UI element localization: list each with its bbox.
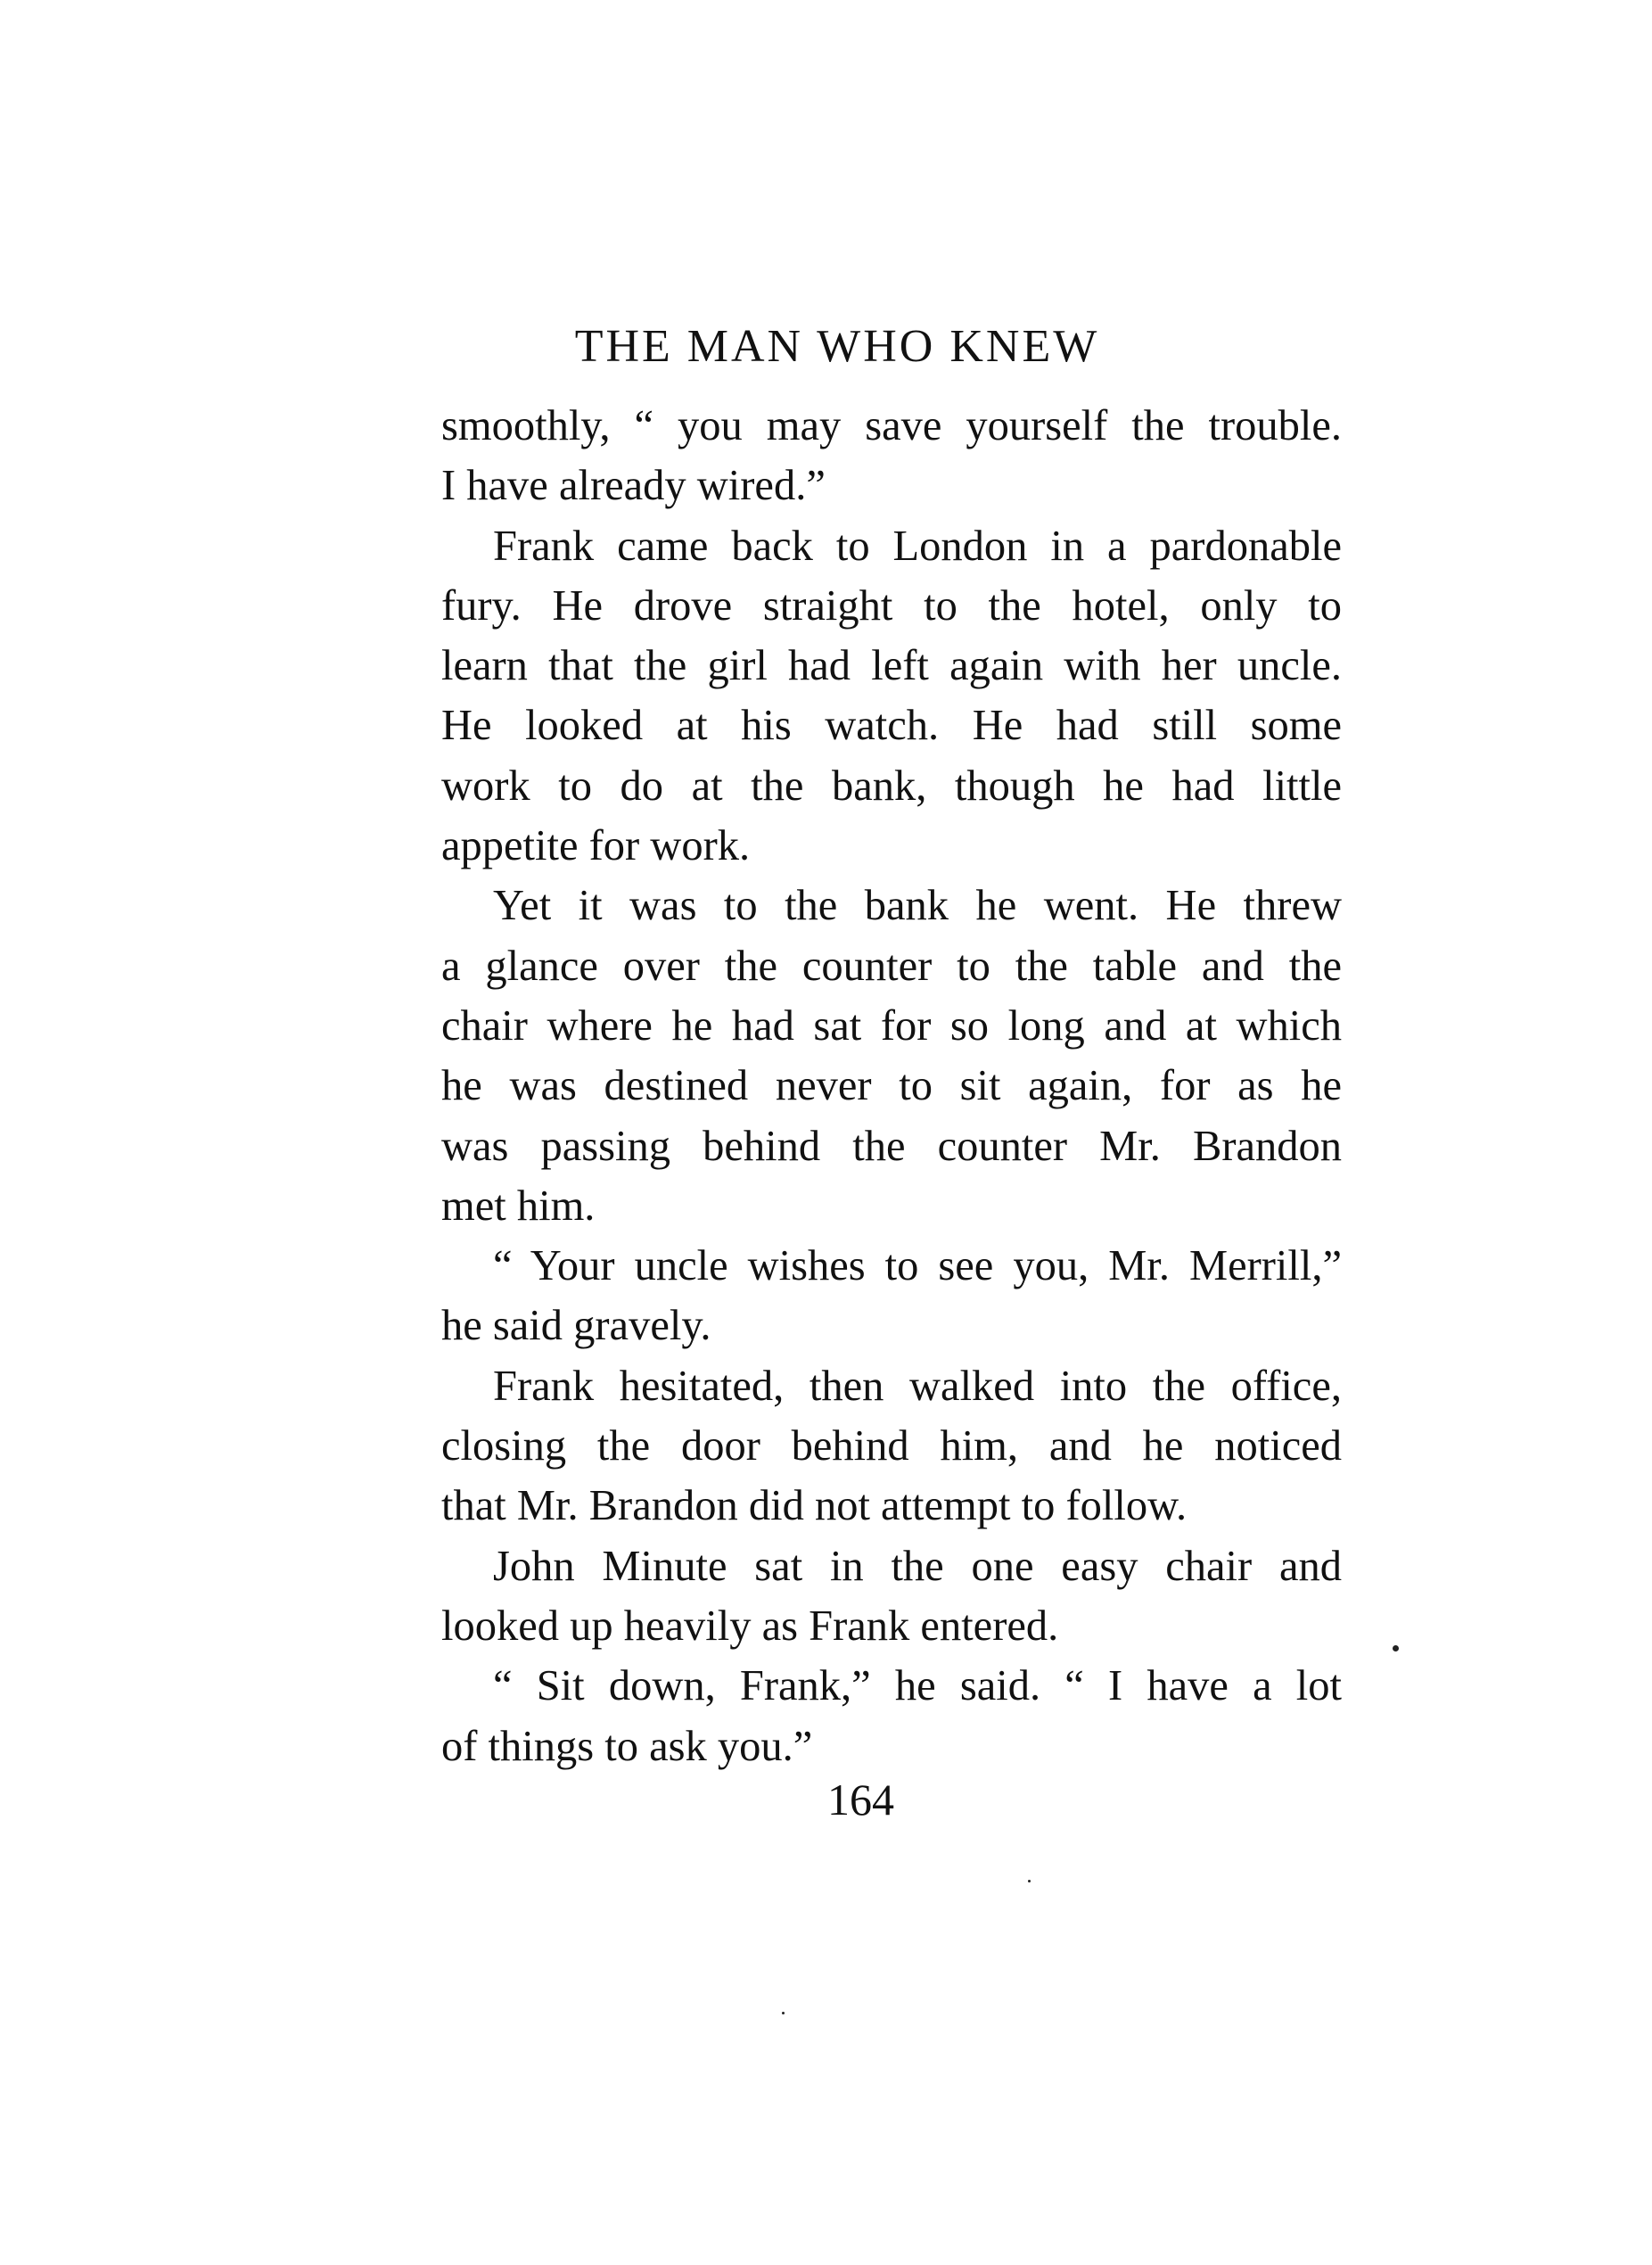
text-line: learn that the girl had left again with her uncle. <box>441 642 1342 690</box>
text-line: he was destined never to sit again, for as he <box>441 1062 1342 1110</box>
ink-speck <box>782 2012 785 2014</box>
text-line: appetite for work. <box>441 822 751 870</box>
text-line: closing the door behind him, and he noticed <box>441 1422 1342 1470</box>
text-line: he said gravely. <box>441 1302 711 1350</box>
text-line: “ Your uncle wishes to see you, Mr. Merrill,” <box>493 1242 1342 1290</box>
text-line: I have already wired.” <box>441 462 826 510</box>
text-line: looked up heavily as Frank entered. <box>441 1602 1059 1650</box>
text-line: chair where he had sat for so long and at which <box>441 1001 1342 1050</box>
ink-speck <box>1393 1645 1399 1651</box>
text-line: met him. <box>441 1182 596 1230</box>
page-number: 164 <box>827 1775 894 1824</box>
body-text <box>441 396 1342 1776</box>
text-line: work to do at the bank, though he had little <box>441 762 1342 810</box>
text-line: John Minute sat in the one easy chair and <box>493 1542 1342 1590</box>
running-head: THE MAN WHO KNEW <box>574 321 1100 372</box>
text-line: fury. He drove straight to the hotel, only to <box>441 581 1342 630</box>
text-line: Yet it was to the bank he went. He threw <box>493 882 1342 930</box>
text-line: of things to ask you.” <box>441 1722 813 1770</box>
text-line: smoothly, “ you may save yourself the trouble. <box>441 402 1342 449</box>
text-line: a glance over the counter to the table and the <box>441 942 1342 990</box>
text-line: was passing behind the counter Mr. Brandon <box>441 1122 1342 1170</box>
text-line: Frank came back to London in a pardonable <box>493 522 1342 570</box>
ink-speck <box>1028 1880 1031 1882</box>
text-line: Frank hesitated, then walked into the office, <box>493 1362 1342 1410</box>
text-line: “ Sit down, Frank,” he said. “ I have a lot <box>493 1662 1342 1710</box>
text-line: He looked at his watch. He had still some <box>441 702 1342 750</box>
text-line: that Mr. Brandon did not attempt to follow. <box>441 1482 1188 1530</box>
